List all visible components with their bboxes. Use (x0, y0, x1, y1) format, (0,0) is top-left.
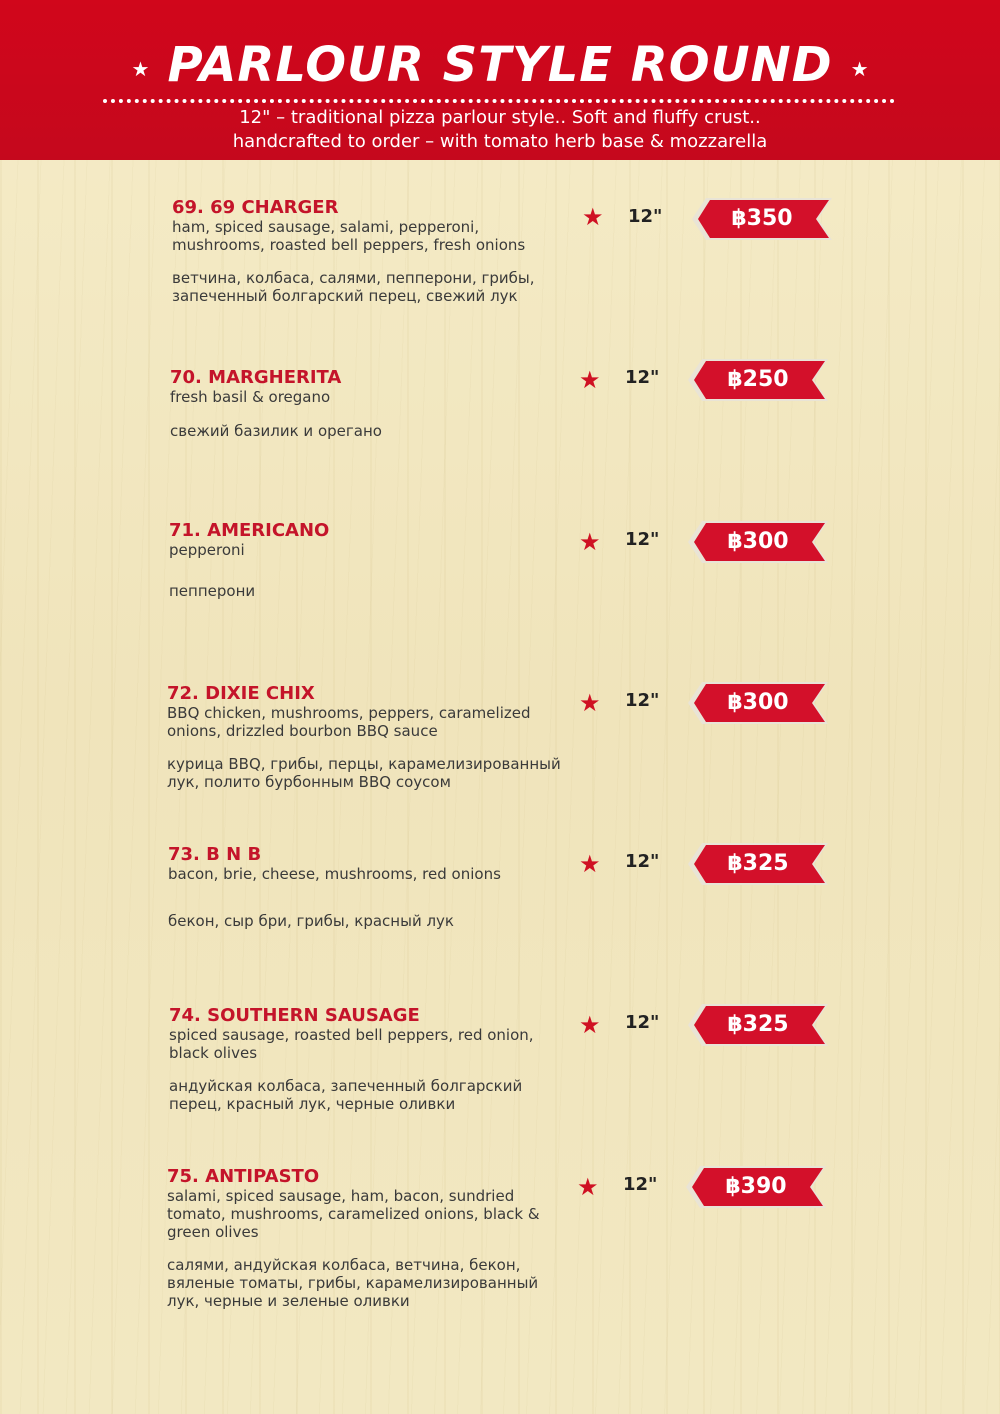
star-icon: ★ (579, 528, 601, 556)
item-description-en: fresh basil & oregano (170, 388, 331, 406)
item-description-en: salami, spiced sausage, ham, bacon, sundried tomato, mushrooms, caramelized onions, black & green olives (167, 1187, 540, 1241)
item-name: 73. B N B (168, 844, 262, 865)
item-name: 71. AMERICANO (169, 520, 330, 541)
price-tag (692, 198, 832, 240)
price-value: ฿300 (727, 529, 789, 554)
item-name: 74. SOUTHERN SAUSAGE (169, 1005, 420, 1026)
item-description-ru: бекон, сыр бри, грибы, красный лук (168, 912, 454, 930)
star-icon: ★ (577, 1173, 599, 1201)
star-icon: ★ (579, 366, 601, 394)
header-banner (0, 0, 1000, 160)
price-value: ฿350 (731, 206, 793, 231)
item-description-ru: андуйская колбаса, запеченный болгарский перец, красный лук, черные оливки (169, 1077, 523, 1113)
item-description-ru: курица BBQ, грибы, перцы, карамелизированный лук, полито бурбонным BBQ соусом (167, 755, 561, 791)
size-label: 12" (628, 206, 663, 227)
item-description-en: bacon, brie, cheese, mushrooms, red onions (168, 865, 501, 883)
item-name: 75. ANTIPASTO (167, 1166, 320, 1187)
menu-item (169, 520, 589, 600)
price-value: ฿325 (727, 851, 789, 876)
star-icon: ★ (850, 57, 869, 81)
price-value: ฿390 (725, 1174, 787, 1199)
title-row (0, 30, 1000, 100)
page-title: PARLOUR STYLE ROUND (167, 37, 833, 93)
price-value: ฿300 (727, 690, 789, 715)
price-value: ฿325 (727, 1012, 789, 1037)
item-description-ru: свежий базилик и орегано (170, 422, 382, 440)
item-description-ru: ветчина, колбаса, салями, пепперони, грибы, запеченный болгарский перец, свежий лук (172, 269, 535, 305)
menu-item (172, 197, 592, 305)
price-tag (688, 843, 828, 885)
item-description-ru: пепперони (169, 582, 256, 600)
item-name: 69. 69 CHARGER (172, 197, 339, 218)
item-description-en: BBQ chicken, mushrooms, peppers, caramelized onions, drizzled bourbon BBQ sauce (167, 704, 531, 740)
menu-item (170, 367, 590, 440)
item-name: 70. MARGHERITA (170, 367, 342, 388)
star-icon: ★ (131, 57, 150, 81)
size-label: 12" (625, 529, 660, 550)
size-label: 12" (625, 1012, 660, 1033)
price-tag (688, 682, 828, 724)
item-description-en: spiced sausage, roasted bell peppers, red onion, black olives (169, 1026, 534, 1062)
price-value: ฿250 (727, 367, 789, 392)
star-icon: ★ (579, 850, 601, 878)
price-tag (688, 359, 828, 401)
item-description-ru: салями, андуйская колбаса, ветчина, бекон, вяленые томаты, грибы, карамелизированный лук, черные и зеленые оливки (167, 1256, 539, 1310)
size-label: 12" (625, 690, 660, 711)
size-label: 12" (623, 1174, 658, 1195)
subtitle-line-2: handcrafted to order – with tomato herb base & mozzarella (232, 131, 768, 152)
star-icon: ★ (579, 689, 601, 717)
price-tag (686, 1166, 826, 1208)
menu-item (168, 844, 588, 930)
star-icon: ★ (579, 1011, 601, 1039)
menu-item (167, 683, 587, 791)
price-tag (688, 1004, 828, 1046)
star-icon: ★ (582, 203, 604, 231)
dotted-divider (103, 99, 895, 103)
size-label: 12" (625, 367, 660, 388)
subtitle-line-1: 12" – traditional pizza parlour style.. Soft and fluffy crust.. (239, 107, 761, 128)
size-label: 12" (625, 851, 660, 872)
item-description-en: ham, spiced sausage, salami, pepperoni, mushrooms, roasted bell peppers, fresh onions (172, 218, 526, 254)
item-description-en: pepperoni (169, 541, 245, 559)
menu-item (167, 1166, 587, 1310)
menu-item (169, 1005, 589, 1113)
item-name: 72. DIXIE CHIX (167, 683, 315, 704)
price-tag (688, 521, 828, 563)
